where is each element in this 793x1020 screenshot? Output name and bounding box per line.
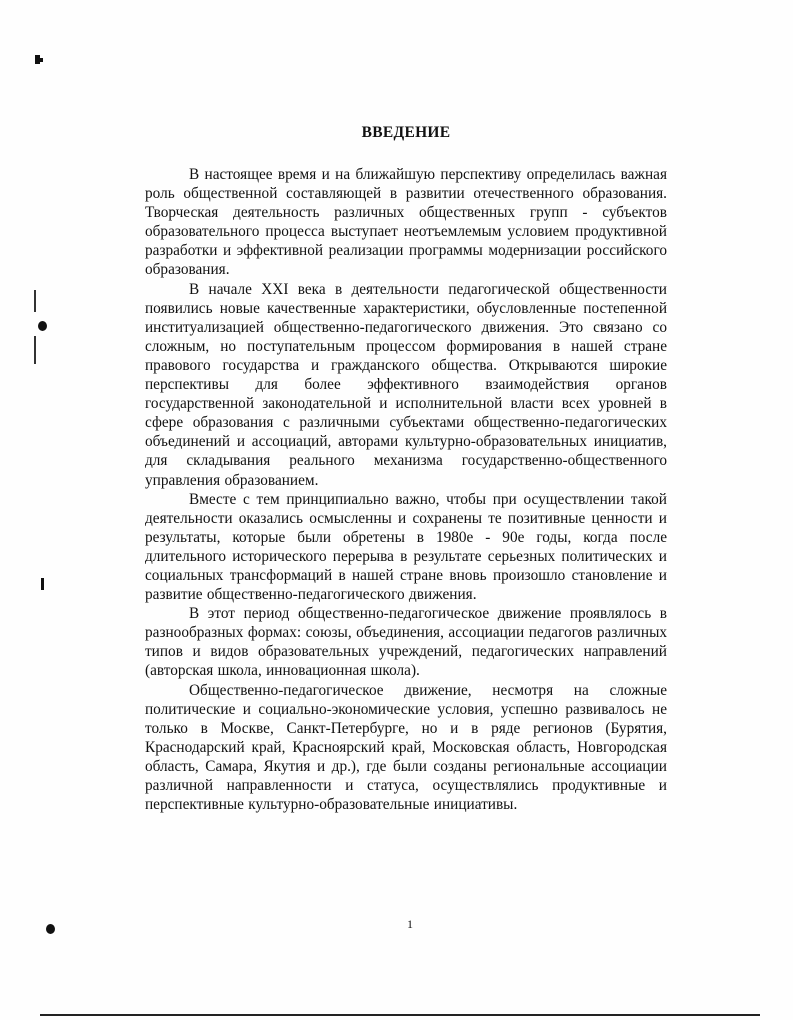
paragraph: В начале XXI века в деятельности педагогической общественности появились новые качественные характеристики, обусловленные постепенной институализацией общественно-педагогического движения. Это связано со сложным, но поступательным процессом формирования в нашей стране правового государства и гражданского общества. Открываются широкие перспективы для более эффективного взаимодействия органов государственной законодательной и исполнительной власти всех уровней в сфере образования с различными субъектами общественно-педагогических объединений и ассоциаций, авторами культурно-образовательных инициатив, для складывания реального механизма государственно-общественного управления образованием. [145,280,667,489]
document-title: ВВЕДЕНИЕ [361,124,451,141]
paragraph: В этот период общественно-педагогическое движение проявлялось в разнообразных формах: союзы, объединения, ассоциации педагогов различных типов и видов образовательных учреждений, педагогических направлений (авторская школа, инновационная школа). [145,605,667,680]
page-number: 1 [407,917,413,931]
punch-hole-dot [38,321,47,331]
scan-mark [41,578,44,590]
paragraph: В настоящее время и на ближайшую перспективу определилась важная роль общественной составляющей в развитии отечественного образования. Творческая деятельность различных общественных групп - субъектов образовательного процесса выступает неотъемлемым условием продуктивной разработки и эффективной реализации программы модернизации российского образования. [145,166,667,279]
scan-mark [38,58,43,62]
scan-margin-line [34,336,36,364]
paragraph: Вместе с тем принципиально важно, чтобы при осуществлении такой деятельности оказались осмысленны и сохранены те позитивные ценности и результаты, которые были обретены в 1980е - 90е годы, когда после длительного исторического перерыва в результате серьезных политических и социальных трансформаций в нашей стране вновь произошло становление и развитие общественно-педагогического движения. [145,490,667,604]
document-body [145,165,667,814]
paragraph: Общественно-педагогическое движение, несмотря на сложные политические и социально-экономические условия, успешно развивалось не только в Москве, Санкт-Петербурге, но и в ряде регионов (Бурятия, Краснодарский край, Красноярский край, Московская область, Новгородская область, Самара, Якутия и др.), где были созданы региональные ассоциации различной направленности и статуса, осуществлялись продуктивные и перспективные культурно-образовательные инициативы. [145,681,667,814]
punch-hole-dot [46,924,55,934]
scan-bottom-edge [40,1014,760,1016]
scan-margin-line [34,290,36,312]
